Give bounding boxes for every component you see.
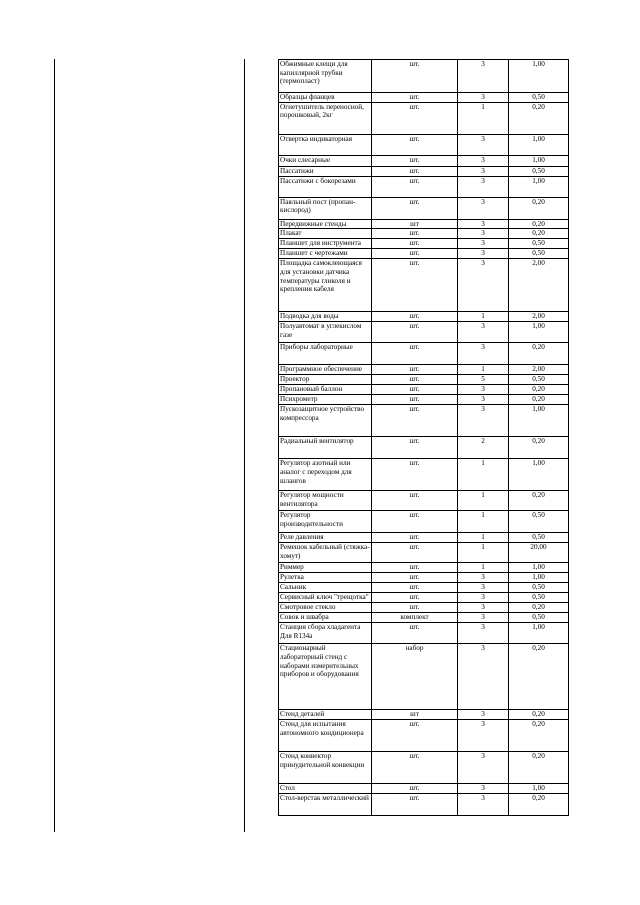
coefficient-cell: 0,50 xyxy=(509,239,569,249)
unit-cell: шт. xyxy=(372,752,458,784)
table-row xyxy=(279,312,569,322)
table-row xyxy=(279,543,569,563)
quantity-cell: 3 xyxy=(458,259,509,312)
unit-cell: шт. xyxy=(372,93,458,103)
coefficient-cell: 0,20 xyxy=(509,197,569,219)
quantity-cell: 2 xyxy=(458,437,509,459)
coefficient-cell: 0,20 xyxy=(509,437,569,459)
coefficient-cell: 0,20 xyxy=(509,102,569,134)
table-row xyxy=(279,219,569,229)
unit-cell: шт. xyxy=(372,563,458,573)
quantity-cell: 3 xyxy=(458,405,509,437)
unit-cell: шт. xyxy=(372,259,458,312)
quantity-cell: 1 xyxy=(458,459,509,491)
unit-cell: комплект xyxy=(372,613,458,623)
coefficient-cell: 0,20 xyxy=(509,752,569,784)
quantity-cell: 1 xyxy=(458,563,509,573)
coefficient-cell: 0,20 xyxy=(509,219,569,229)
equipment-table-body xyxy=(279,60,569,816)
coefficient-cell: 2,00 xyxy=(509,312,569,322)
coefficient-cell: 1,00 xyxy=(509,155,569,166)
table-row xyxy=(279,623,569,644)
quantity-cell: 1 xyxy=(458,543,509,563)
coefficient-cell: 0,50 xyxy=(509,511,569,533)
unit-cell: шт. xyxy=(372,166,458,176)
coefficient-cell: 1,00 xyxy=(509,176,569,197)
item-name-cell: Планшет для инструмента xyxy=(279,239,372,249)
table-row xyxy=(279,229,569,239)
item-name-cell: Обжимные клещи для капиллярной трубки (термоплаcт) xyxy=(279,60,372,93)
quantity-cell: 3 xyxy=(458,752,509,784)
table-row xyxy=(279,603,569,613)
quantity-cell: 3 xyxy=(458,60,509,93)
coefficient-cell: 1,00 xyxy=(509,623,569,644)
quantity-cell: 3 xyxy=(458,219,509,229)
item-name-cell: Площадка самоклеющаяся для установки датчика температуры гликоля и крепления кабеля xyxy=(279,259,372,312)
equipment-table xyxy=(278,59,569,816)
item-name-cell: Паяльный пост (пропан-кислород) xyxy=(279,197,372,219)
item-name-cell: Стол xyxy=(279,784,372,794)
quantity-cell: 3 xyxy=(458,322,509,343)
table-row xyxy=(279,134,569,155)
item-name-cell: Ремешок кабельный (стяжка-хомут) xyxy=(279,543,372,563)
item-name-cell: Пускозащитное устройство компрессора xyxy=(279,405,372,437)
item-name-cell: Стенд конвектор принудительной конвекции xyxy=(279,752,372,784)
item-name-cell: Огнетушитель переносной, порошковый, 2кг xyxy=(279,102,372,134)
table-row xyxy=(279,459,569,491)
quantity-cell: 3 xyxy=(458,395,509,405)
quantity-cell: 1 xyxy=(458,533,509,543)
table-row xyxy=(279,197,569,219)
coefficient-cell: 1,00 xyxy=(509,784,569,794)
table-row xyxy=(279,239,569,249)
coefficient-cell: 0,50 xyxy=(509,93,569,103)
table-row xyxy=(279,794,569,816)
unit-cell: шт. xyxy=(372,533,458,543)
coefficient-cell: 0,50 xyxy=(509,533,569,543)
coefficient-cell: 1,00 xyxy=(509,405,569,437)
quantity-cell: 3 xyxy=(458,385,509,395)
left-border-line xyxy=(54,59,55,832)
quantity-cell: 3 xyxy=(458,603,509,613)
unit-cell: шт. xyxy=(372,365,458,375)
quantity-cell: 3 xyxy=(458,239,509,249)
coefficient-cell: 1,00 xyxy=(509,134,569,155)
item-name-cell: Планшет с чертежами xyxy=(279,249,372,259)
item-name-cell: Приборы лабораторные xyxy=(279,343,372,365)
item-name-cell: Отвертка индикаторная xyxy=(279,134,372,155)
table-row xyxy=(279,720,569,752)
column-divider-line xyxy=(244,59,245,832)
table-row xyxy=(279,343,569,365)
coefficient-cell: 0,50 xyxy=(509,375,569,385)
item-name-cell: Пропановый баллон xyxy=(279,385,372,395)
table-row xyxy=(279,752,569,784)
table-row xyxy=(279,583,569,593)
unit-cell: шт. xyxy=(372,583,458,593)
quantity-cell: 3 xyxy=(458,644,509,710)
table-row xyxy=(279,365,569,375)
unit-cell: набор xyxy=(372,644,458,710)
unit-cell: шт. xyxy=(372,249,458,259)
unit-cell: шт. xyxy=(372,343,458,365)
unit-cell: шт. xyxy=(372,405,458,437)
item-name-cell: Стенд для испытания автономного кондиционера xyxy=(279,720,372,752)
coefficient-cell: 0,20 xyxy=(509,229,569,239)
item-name-cell: Подводка для воды xyxy=(279,312,372,322)
item-name-cell: Плакат xyxy=(279,229,372,239)
item-name-cell: Смотровое стекло xyxy=(279,603,372,613)
table-row xyxy=(279,93,569,103)
table-row xyxy=(279,322,569,343)
coefficient-cell: 0,50 xyxy=(509,593,569,603)
table-row xyxy=(279,533,569,543)
item-name-cell: Очки слесарные xyxy=(279,155,372,166)
table-row xyxy=(279,573,569,583)
coefficient-cell: 1,00 xyxy=(509,60,569,93)
item-name-cell: Регулятор азотный или аналог с переходом для шлангов xyxy=(279,459,372,491)
unit-cell: шт. xyxy=(372,102,458,134)
coefficient-cell: 20,00 xyxy=(509,543,569,563)
coefficient-cell: 1,00 xyxy=(509,563,569,573)
item-name-cell: Психрометр xyxy=(279,395,372,405)
item-name-cell: Станция сбора хладагента Для R134a xyxy=(279,623,372,644)
item-name-cell: Стационарный лабораторный стенд с наборами измерительных приборов и оборудования xyxy=(279,644,372,710)
coefficient-cell: 1,00 xyxy=(509,459,569,491)
coefficient-cell: 0,50 xyxy=(509,613,569,623)
item-name-cell: Радиальный вентилятор xyxy=(279,437,372,459)
table-row xyxy=(279,259,569,312)
unit-cell: шт. xyxy=(372,134,458,155)
coefficient-cell: 0,20 xyxy=(509,720,569,752)
coefficient-cell: 1,00 xyxy=(509,322,569,343)
item-name-cell: Программное обеспечение xyxy=(279,365,372,375)
quantity-cell: 3 xyxy=(458,155,509,166)
item-name-cell: Передвижные стенды xyxy=(279,219,372,229)
unit-cell: шт. xyxy=(372,322,458,343)
coefficient-cell: 0,50 xyxy=(509,249,569,259)
item-name-cell: Совок и швабра xyxy=(279,613,372,623)
coefficient-cell: 0,20 xyxy=(509,710,569,720)
unit-cell: шт. xyxy=(372,511,458,533)
unit-cell: шт. xyxy=(372,491,458,511)
quantity-cell: 3 xyxy=(458,593,509,603)
quantity-cell: 1 xyxy=(458,312,509,322)
quantity-cell: 3 xyxy=(458,134,509,155)
coefficient-cell: 0,50 xyxy=(509,166,569,176)
quantity-cell: 3 xyxy=(458,197,509,219)
table-row xyxy=(279,710,569,720)
item-name-cell: Реле давления xyxy=(279,533,372,543)
unit-cell: шт. xyxy=(372,375,458,385)
coefficient-cell: 0,20 xyxy=(509,794,569,816)
unit-cell: шт. xyxy=(372,623,458,644)
item-name-cell: Полуавтомат в углекислом газе xyxy=(279,322,372,343)
unit-cell: шт. xyxy=(372,794,458,816)
item-name-cell: Пассатижи xyxy=(279,166,372,176)
unit-cell: шт. xyxy=(372,543,458,563)
unit-cell: шт. xyxy=(372,312,458,322)
unit-cell: шт. xyxy=(372,155,458,166)
unit-cell: шт xyxy=(372,710,458,720)
coefficient-cell: 2,00 xyxy=(509,365,569,375)
quantity-cell: 3 xyxy=(458,794,509,816)
quantity-cell: 3 xyxy=(458,166,509,176)
quantity-cell: 3 xyxy=(458,784,509,794)
quantity-cell: 3 xyxy=(458,249,509,259)
quantity-cell: 3 xyxy=(458,343,509,365)
table-row xyxy=(279,375,569,385)
quantity-cell: 3 xyxy=(458,583,509,593)
item-name-cell: Сервисный ключ "трещотка" xyxy=(279,593,372,603)
table-row xyxy=(279,166,569,176)
table-row xyxy=(279,155,569,166)
coefficient-cell: 1,00 xyxy=(509,573,569,583)
unit-cell: шт. xyxy=(372,176,458,197)
table-row xyxy=(279,491,569,511)
item-name-cell: Стенд деталей xyxy=(279,710,372,720)
unit-cell: шт. xyxy=(372,229,458,239)
coefficient-cell: 0,20 xyxy=(509,644,569,710)
unit-cell: шт xyxy=(372,219,458,229)
item-name-cell: Образцы фланцев xyxy=(279,93,372,103)
quantity-cell: 1 xyxy=(458,102,509,134)
item-name-cell: Рулетка xyxy=(279,573,372,583)
table-row xyxy=(279,385,569,395)
unit-cell: шт. xyxy=(372,437,458,459)
item-name-cell: Регулятор производительности xyxy=(279,511,372,533)
item-name-cell: Сальник xyxy=(279,583,372,593)
coefficient-cell: 0,20 xyxy=(509,395,569,405)
item-name-cell: Стол-верстак металлический xyxy=(279,794,372,816)
item-name-cell: Регулятор мощности вентилятора xyxy=(279,491,372,511)
table-row xyxy=(279,395,569,405)
table-row xyxy=(279,613,569,623)
quantity-cell: 3 xyxy=(458,720,509,752)
quantity-cell: 3 xyxy=(458,176,509,197)
coefficient-cell: 2,00 xyxy=(509,259,569,312)
quantity-cell: 5 xyxy=(458,375,509,385)
quantity-cell: 1 xyxy=(458,365,509,375)
quantity-cell: 3 xyxy=(458,623,509,644)
table-row xyxy=(279,249,569,259)
coefficient-cell: 0,20 xyxy=(509,491,569,511)
quantity-cell: 3 xyxy=(458,710,509,720)
table-row xyxy=(279,563,569,573)
table-row xyxy=(279,593,569,603)
item-name-cell: Проектор xyxy=(279,375,372,385)
unit-cell: шт. xyxy=(372,197,458,219)
quantity-cell: 3 xyxy=(458,229,509,239)
unit-cell: шт. xyxy=(372,593,458,603)
coefficient-cell: 0,20 xyxy=(509,603,569,613)
unit-cell: шт. xyxy=(372,385,458,395)
coefficient-cell: 0,20 xyxy=(509,343,569,365)
table-row xyxy=(279,784,569,794)
table-row xyxy=(279,60,569,93)
unit-cell: шт. xyxy=(372,720,458,752)
table-row xyxy=(279,437,569,459)
table-row xyxy=(279,102,569,134)
quantity-cell: 3 xyxy=(458,613,509,623)
quantity-cell: 3 xyxy=(458,93,509,103)
coefficient-cell: 0,20 xyxy=(509,385,569,395)
coefficient-cell: 0,50 xyxy=(509,583,569,593)
unit-cell: шт. xyxy=(372,784,458,794)
unit-cell: шт. xyxy=(372,603,458,613)
item-name-cell: Риммер xyxy=(279,563,372,573)
unit-cell: шт. xyxy=(372,459,458,491)
table-row xyxy=(279,405,569,437)
quantity-cell: 1 xyxy=(458,511,509,533)
item-name-cell: Пассатижи с бокорезами xyxy=(279,176,372,197)
unit-cell: шт. xyxy=(372,573,458,583)
unit-cell: шт. xyxy=(372,395,458,405)
quantity-cell: 3 xyxy=(458,573,509,583)
table-row xyxy=(279,511,569,533)
table-row xyxy=(279,176,569,197)
table-row xyxy=(279,644,569,710)
quantity-cell: 1 xyxy=(458,491,509,511)
unit-cell: шт. xyxy=(372,60,458,93)
unit-cell: шт. xyxy=(372,239,458,249)
